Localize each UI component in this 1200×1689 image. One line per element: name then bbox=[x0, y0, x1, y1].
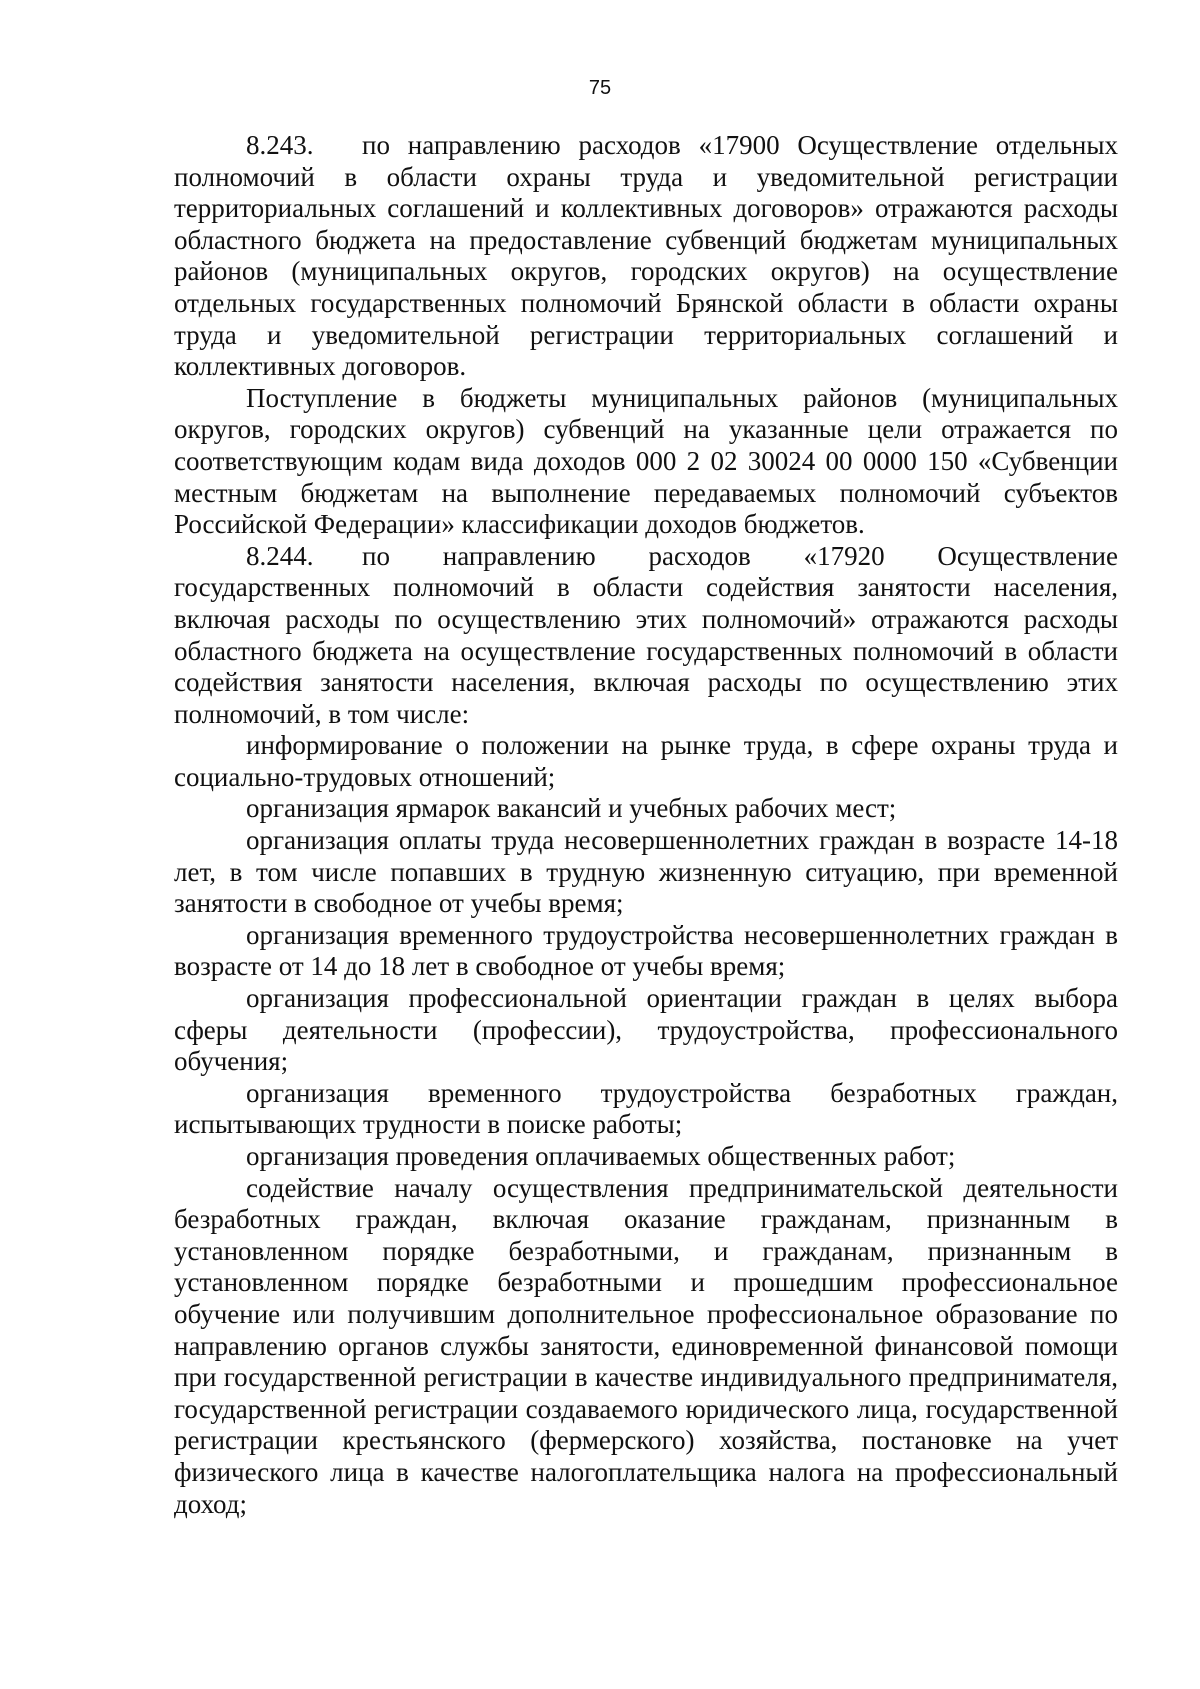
paragraph bbox=[174, 383, 1118, 541]
list-item bbox=[174, 730, 1118, 793]
list-item bbox=[174, 1173, 1118, 1521]
paragraph-text: организация временного трудоустройства несовершеннолетних граждан в возрасте от 14 до 18 лет в свободное от учебы время; bbox=[174, 919, 1118, 982]
paragraph-text: содействие началу осуществления предпринимательской деятельности безработных граждан, включая оказание гражданам, признанным в установленном порядке безработными, и гражданам, признанным в установленном порядке безработными и прошедшим профессиональное обучение или получившим дополнительное профессиональное образование по направлению органов службы занятости, единовременной финансовой помощи при государственной регистрации в качестве индивидуального предпринимателя, государственной регистрации создаваемого юридического лица, государственной регистрации крестьянского (фермерского) хозяйства, постановке на учет физического лица в качестве налогоплательщика налога на профессиональный доход; bbox=[174, 1172, 1118, 1519]
paragraph-8-244 bbox=[174, 541, 1118, 731]
paragraph-text: организация проведения оплачиваемых общественных работ; bbox=[246, 1141, 956, 1171]
paragraph-text: организация профессиональной ориентации граждан в целях выбора сферы деятельности (профессии), трудоустройства, профессионального обучения; bbox=[174, 983, 1118, 1077]
list-item bbox=[174, 793, 1118, 825]
list-item bbox=[174, 1078, 1118, 1141]
paragraph-text: организация ярмарок вакансий и учебных рабочих мест; bbox=[246, 793, 897, 824]
list-item bbox=[174, 825, 1118, 920]
list-item bbox=[174, 1141, 1118, 1173]
paragraph-text: по направлению расходов «17920 Осуществление государственных полномочий в области содействия занятости населения, включая расходы по осуществлению этих полномочий» отражаются расходы областного бюджета на осуществление государственных полномочий в области содействия занятости населения, включая расходы по осуществлению этих полномочий, в том числе: bbox=[174, 540, 1118, 729]
document-body bbox=[174, 130, 1118, 1520]
paragraph-text: информирование о положении на рынке труда, в сфере охраны труда и социально-трудовых отношений; bbox=[174, 730, 1118, 792]
paragraph-text: по направлению расходов «17900 Осуществление отдельных полномочий в области охраны труда и уведомительной регистрации территориальных соглашений и коллективных договоров» отражаются расходы областного бюджета на предоставление субвенций бюджетам муниципальных районов (муниципальных округов, городских округов) на осуществление отдельных государственных полномочий Брянской области в области охраны труда и уведомительной регистрации территориальных соглашений и коллективных договоров. bbox=[174, 130, 1118, 382]
clause-number: 8.243. bbox=[246, 130, 314, 160]
clause-number: 8.244. bbox=[246, 540, 314, 571]
list-item bbox=[174, 920, 1118, 983]
paragraph-text: Поступление в бюджеты муниципальных районов (муниципальных округов, городских округов) субвенций на указанные цели отражается по соответствующим кодам вида доходов 000 2 02 30024 00 0000 150 «Субвенции местным бюджетам на выполнение передаваемых полномочий субъектов Российской Федерации» классификации доходов бюджетов. bbox=[174, 382, 1118, 540]
paragraph-text: организация оплаты труда несовершеннолетних граждан в возрасте 14-18 лет, в том числе попавших в трудную жизненную ситуацию, при временной занятости в свободное от учебы время; bbox=[174, 825, 1118, 919]
paragraph-8-243 bbox=[174, 130, 1118, 383]
paragraph-text: организация временного трудоустройства безработных граждан, испытывающих трудности в поиске работы; bbox=[174, 1077, 1118, 1140]
list-item bbox=[174, 983, 1118, 1078]
page-number: 75 bbox=[588, 77, 612, 99]
